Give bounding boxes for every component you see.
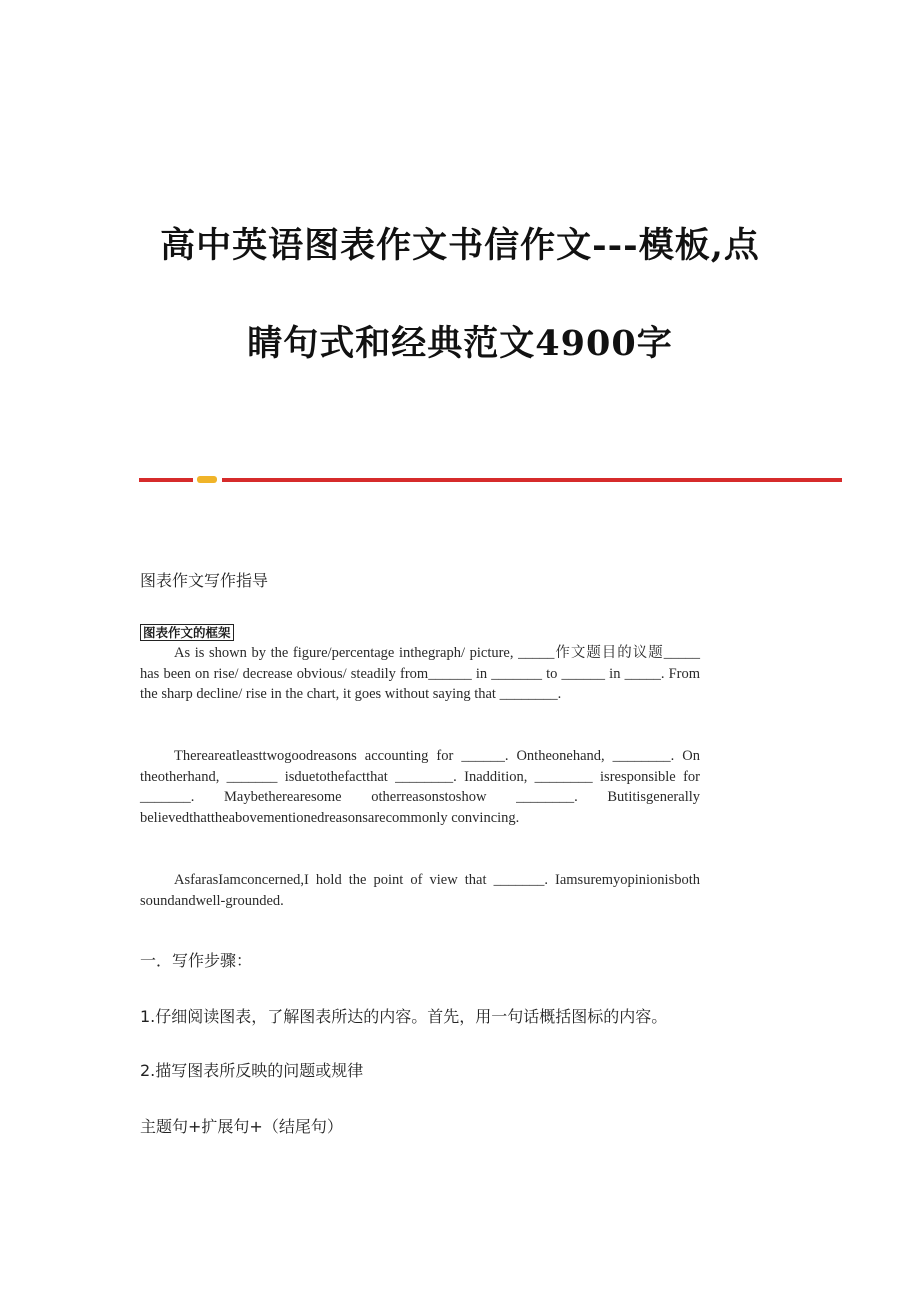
- framework-label: 图表作文的框架: [140, 624, 234, 641]
- framework-paragraph-2: Thereareatleasttwogoodreasons accounting for ______. Ontheonehand, ________. On theotherhand, _______ isduetothefactthat ________. Inaddition, ________ isresponsible for _______. Maybetherearesome otherreasonstoshow ________. Butitisgenerally believedthattheabovementionedreasonsarecommonly convincing.: [140, 748, 700, 827]
- page-title-line-1: 高中英语图表作文书信作文---模板,点: [160, 225, 760, 266]
- sentence-formula: 主题句+扩展句+（结尾句）: [140, 1117, 343, 1136]
- title-divider-right: [222, 478, 842, 482]
- step-1: 1.仔细阅读图表，了解图表所达的内容。首先，用一句话概括图标的内容。: [140, 1007, 668, 1026]
- section-title: 图表作文写作指导: [140, 571, 269, 590]
- framework-paragraph-1: As is shown by the figure/percentage inthegraph/ picture, _____作文题目的议题_____ has been on rise/ decrease obvious/ steadily from______ in _______ to ______ in _____. From the sharp decline/ rise in the chart, it goes without saying that ________.: [140, 645, 700, 703]
- title-divider-left: [139, 478, 193, 482]
- page-title-line-2: 睛句式和经典范文4900字: [247, 323, 673, 364]
- framework-paragraph-3: AsfarasIamconcerned,I hold the point of view that _______. Iamsuremyopinionisboth soundandwell-grounded.: [140, 872, 700, 909]
- steps-heading: 一．写作步骤：: [140, 951, 253, 970]
- divider-ornament: [197, 476, 217, 483]
- step-2: 2.描写图表所反映的问题或规律: [140, 1061, 364, 1080]
